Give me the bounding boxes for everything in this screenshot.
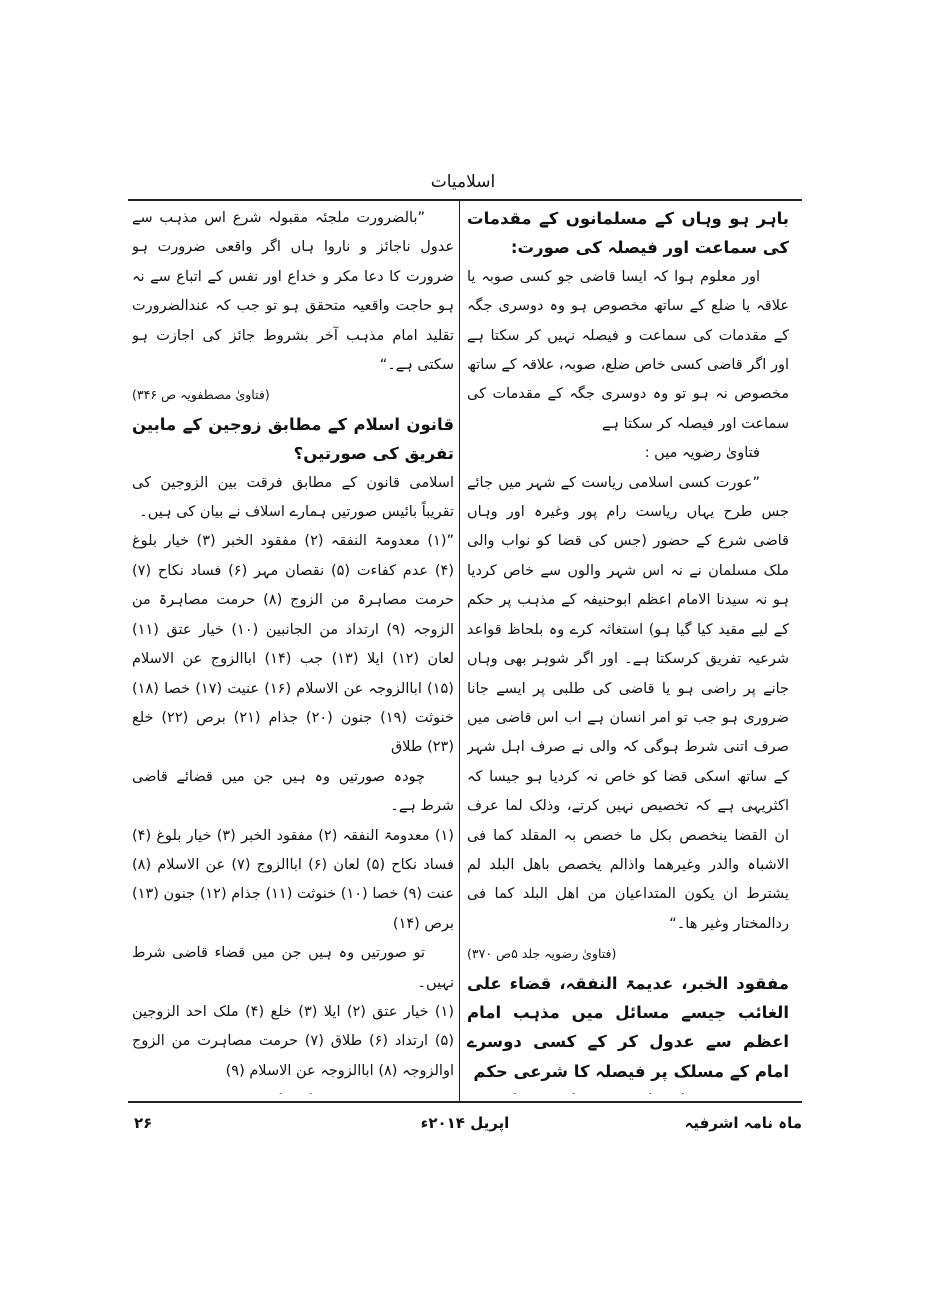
paragraph: تو صورتیں وہ ہیں جن میں قضاء قاضی شرط نہیں۔ <box>132 945 454 991</box>
paragraph: چودہ صورتیں وہ ہیں جن میں قضائے قاضی شرط ہے۔ <box>132 768 454 815</box>
page-footer <box>128 1114 802 1144</box>
issue-date: اپریل ۲۰۱۴ء <box>420 1114 510 1132</box>
column-divider <box>459 201 460 1101</box>
paragraph: اسلامی قانون کے مطابق فرقت بین الزوجین کی تقریباً بائیس صورتیں ہمارے اسلاف نے بیان کی ہیں۔ <box>132 474 454 521</box>
paragraph: اور معلوم ہوا کہ ایسا قاضی جو کسی صوبہ یا علاقہ یا ضلع کے ساتھ مخصوص ہو وہ دوسری جگہ کے مقدمات کی سماعت و فیصلہ نہیں کر سکتا ہے اور اگر قاضی کسی خاص ضلع، صوبہ، علاقہ کے ساتھ مخصوص نہ ہو تو وہ دوسری جگہ کے مقدمات کی سماعت اور فیصلہ کر سکتا ہے <box>467 268 789 432</box>
list-block: (۱) خیار عتق (۲) ایلا (۳) خلع (۴) ملک احد الزوجین (۵) ارتداد (۶) طلاق (۷) حرمت مصاہرت من الزوج اوالزوجہ (۸) اباالزوجہ عن الاسلام (۹) <box>132 1003 454 1079</box>
citation: (فتاویٰ رضویہ جلد ۵ص ۳۷۰) <box>467 946 617 962</box>
section-heading: مفقود الخبر، عدیمۃ النفقہ، قضاء علی الغائب جیسے مسائل میں مذہب امام اعظم سے عدول کر کے کسی دوسرے امام کے مسلک پر فیصلہ کا شرعی حکم <box>467 973 789 1081</box>
list-block: (۱) معدومۃ النفقہ (۲) مفقود الخبر (۳) خیار بلوغ (۴) فساد نکاح (۵) لعان (۶) اباالزوج (۷) عن الاسلام (۸) عنت (۹) خصا (۱۰) خنوثت (۱۱) جذام (۱۲) جنون (۱۳) برص (۱۴) <box>132 827 454 932</box>
header-rule <box>128 199 802 201</box>
magazine-name: ماہ نامہ اشرفیہ <box>684 1114 802 1132</box>
list-block: ”(۱) معدومۃ النفقہ (۲) مفقود الخبر (۳) خیار بلوغ (۴) عدم کفاءت (۵) نقصان مہر (۶) فساد نکاح (۷) حرمت مصاہرۃ من الزوج (۸) حرمت مصاہرۃ من الزوجہ (۹) ارتداد من الجانبین (۱۰) خیار عتق (۱۱) لعان (۱۲) ایلا (۱۳) جب (۱۴) اباالزوج عن الاسلام (۱۵) اباالزوجہ عن الاسلام (۱۶) عنیت (۱۷) خصا (۱۸) خنوثت (۱۹) جنون (۲۰) جذام (۲۱) برص (۲۲) خلع (۲۳) طلاق <box>132 533 454 756</box>
page-number: ۲۶ <box>134 1114 153 1132</box>
footer-rule <box>128 1101 802 1103</box>
right-column <box>467 204 789 1094</box>
paragraph <box>132 1086 454 1094</box>
left-column <box>132 204 454 1094</box>
section-heading: قانون اسلام کے مطابق زوجین کے مابین تفریق کی صورتیں؟ <box>132 414 454 464</box>
citation: (فتاویٰ مصطفویہ ص ۳۴۶) <box>132 387 270 403</box>
running-title: اسلامیات <box>430 172 496 192</box>
quotation: ”بالضرورت ملجئہ مقبولہ شرع اس مذہب سے عدول ناجائز و ناروا ہاں اگر واقعی ضرورت ہو ضرورت کا دعا مکر و خداع اور نفس کے اتباع سے نہ ہو حاجت واقعیہ متحقق ہو تو جب کہ عندالضرورت تقلید امام مذہب آخر بشروط جائز کی اجازت ہو سکتی ہے۔“ <box>132 210 454 374</box>
quotation: ”عورت کسی اسلامی ریاست کے شہر میں جائے جس طرح یہاں ریاست رام پور وغیرہ اور وہاں قاضی شرع کے حضور (جس کی قضا کو نواب والی ملک مسلمان نے نہ اس شہر والوں سے خاص کردیا ہو نہ سیدنا الامام اعظم ابوحنیفہ کے مذہب پر حکم کے لیے مقید کیا گیا ہو) استغاثہ کرے وہ بلحاظ قواعد شرعیہ تفریق کرسکتا ہے۔ اور اگر شوہر بھی وہاں جانے پر راضی ہو یا قاضی کی طلبی پر ایسے جانا ضروری ہو جب تو امر انسان ہے اب اس قاضی میں صرف اتنی شرط ہوگی کہ والی نے صرف اہل شہر کے ساتھ اسکی قضا کو خاص نہ کردیا ہو جیسا کہ اکثریہی ہے کہ تخصیص نہیں کرتے، وذلک لما عرف ان القضا ینخصص بکل ما خصص بہ المقلد کما فی الاشباہ والدر وغیرھما واذالم یخصص باھل البلد لم یشترط ان یکون المتداعیان من اھل البلد کما فی ردالمختار وغیر ھا۔“ <box>467 474 789 932</box>
section-heading: باہر ہو وہاں کے مسلمانوں کے مقدمات کی سماعت اور فیصلہ کی صورت: <box>467 209 789 258</box>
citation-intro: فتاویٰ رضویہ میں : <box>644 445 760 462</box>
paragraph <box>467 1086 789 1094</box>
